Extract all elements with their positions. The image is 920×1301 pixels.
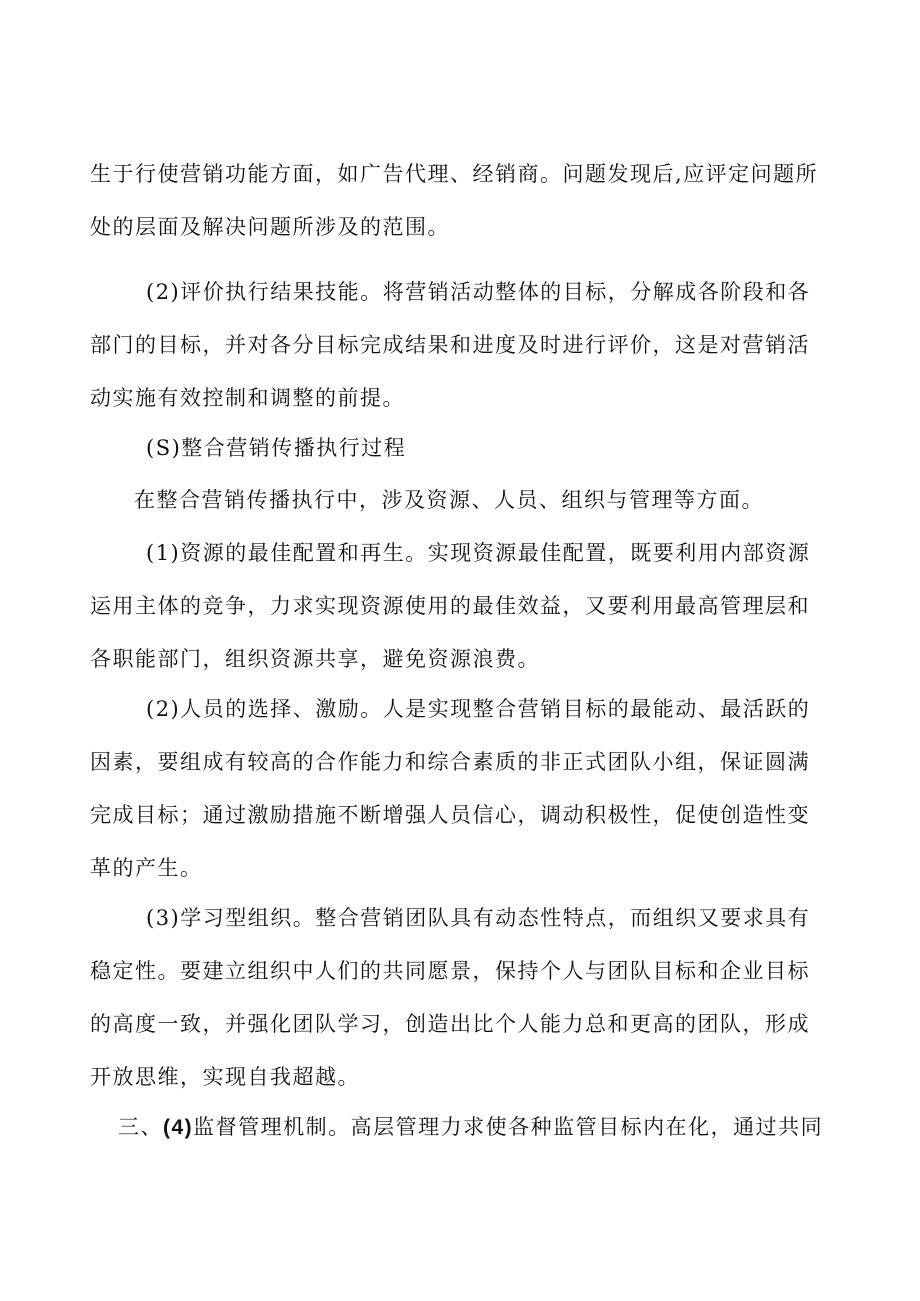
paragraph-learning-organization: (3)学习型组织。整合营销团队具有动态性特点，而组织又要求具有稳定性。要建立组织中人们的共同愿景，保持个人与团队目标和企业目标的高度一致，并强化团队学习，创造出比个人能力总和更高的团队，形成开放思维，实现自我超越。 bbox=[90, 906, 811, 1089]
paragraph-execution-intro: 在整合营销传播执行中，涉及资源、人员、组织与管理等方面。 bbox=[134, 488, 764, 512]
paragraph-supervision-mechanism bbox=[90, 1101, 830, 1154]
section-number: (4) bbox=[163, 1116, 194, 1139]
paragraph-problem-scope: 生于行使营销功能方面，如广告代理、经销商。问题发现后,应评定问题所处的层面及解决问题所涉及的范围。 bbox=[90, 162, 819, 239]
paragraph-evaluate-results: (2)评价执行结果技能。将营销活动整体的目标，分解成各阶段和各部门的目标，并对各分目标完成结果和进度及时进行评价，这是对营销活动实施有效控制和调整的前提。 bbox=[90, 280, 811, 410]
paragraph-personnel-motivation: (2)人员的选择、激励。人是实现整合营销目标的最能动、最活跃的因素，要组成有较高的合作能力和综合素质的非正式团队小组，保证圆满完成目标；通过激励措施不断增强人员信心，调动积极性，促使创造性变革的产生。 bbox=[90, 697, 811, 880]
paragraph-resource-allocation: (1)资源的最佳配置和再生。实现资源最佳配置，既要利用内部资源运用主体的竞争，力求实现资源使用的最佳效益，又要利用最高管理层和各职能部门，组织资源共享，避免资源浪费。 bbox=[90, 541, 811, 671]
section-prefix: 三、 bbox=[118, 1115, 163, 1139]
section-heading-execution-process: (S)整合营销传播执行过程 bbox=[146, 436, 407, 460]
paragraph-text: 监督管理机制。高层管理力求使各种监管目标内在化，通过共同 bbox=[193, 1115, 824, 1139]
